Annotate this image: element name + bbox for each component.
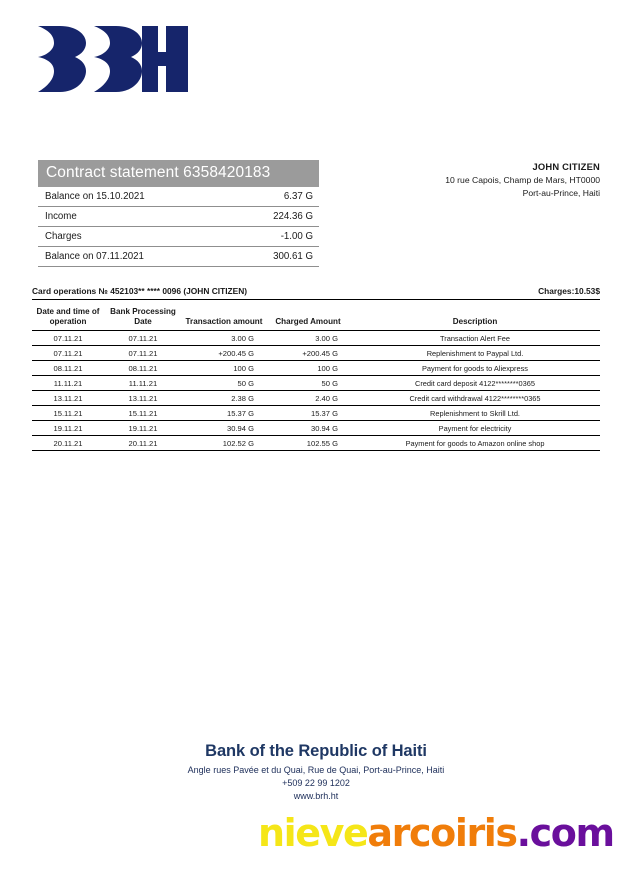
cell-transaction-amount: 3.00 G (182, 331, 266, 346)
summary-value: 6.37 G (229, 187, 319, 207)
cell-charged-amount: 50 G (266, 376, 350, 391)
cell-description: Replenishment to Skrill Ltd. (350, 406, 600, 421)
table-row (32, 436, 600, 451)
table-row (32, 331, 600, 346)
brh-logo-icon (38, 26, 188, 92)
cell-transaction-amount: +200.45 G (182, 346, 266, 361)
footer-address: Angle rues Pavée et du Quai, Rue de Quai, Port-au-Prince, Haiti (187, 765, 445, 775)
cell-processing-date: 07.11.21 (104, 331, 182, 346)
summary-row (38, 187, 319, 207)
cell-transaction-amount: 100 G (182, 361, 266, 376)
operations-table (32, 306, 600, 451)
cell-transaction-amount: 102.52 G (182, 436, 266, 451)
summary-title: Contract statement 6358420183 (38, 160, 319, 187)
cell-charged-amount: 30.94 G (266, 421, 350, 436)
summary-value: -1.00 G (229, 227, 319, 247)
cell-date: 19.11.21 (32, 421, 104, 436)
cell-charged-amount: 3.00 G (266, 331, 350, 346)
customer-address: 10 rue Capois, Champ de Mars, HT0000 Port-au-Prince, Haiti (445, 175, 600, 198)
table-row (32, 361, 600, 376)
footer-website: www.brh.ht (293, 791, 339, 802)
summary-row (38, 227, 319, 247)
summary-label: Charges (38, 227, 229, 247)
cell-processing-date: 20.11.21 (104, 436, 182, 451)
cell-transaction-amount: 30.94 G (182, 421, 266, 436)
cell-transaction-amount: 15.37 G (182, 406, 266, 421)
column-header-charged-amount: Charged Amount (266, 306, 350, 331)
summary-label: Balance on 07.11.2021 (38, 247, 229, 267)
cell-charged-amount: 100 G (266, 361, 350, 376)
cell-description: Replenishment to Paypal Ltd. (350, 346, 600, 361)
table-row (32, 346, 600, 361)
watermark-part-3: .com (516, 811, 614, 855)
watermark-part-2: arcoiris (367, 811, 517, 855)
column-header-transaction-amount: Transaction amount (182, 306, 266, 331)
cell-description: Payment for electricity (350, 421, 600, 436)
summary-label: Income (38, 207, 229, 227)
cell-charged-amount: 102.55 G (266, 436, 350, 451)
cell-description: Credit card withdrawal 4122********0365 (350, 391, 600, 406)
cell-description: Payment for goods to Amazon online shop (350, 436, 600, 451)
cell-charged-amount: 2.40 G (266, 391, 350, 406)
cell-charged-amount: 15.37 G (266, 406, 350, 421)
cell-description: Credit card deposit 4122********0365 (350, 376, 600, 391)
cell-processing-date: 19.11.21 (104, 421, 182, 436)
table-row (32, 406, 600, 421)
cell-charged-amount: +200.45 G (266, 346, 350, 361)
cell-date: 20.11.21 (32, 436, 104, 451)
column-header-processing-date: Bank Processing Date (104, 306, 182, 331)
table-row (32, 376, 600, 391)
operations-table-wrap (32, 306, 600, 451)
card-operations-title: Card operations № 452103** **** 0096 (JOHN CITIZEN) (32, 286, 248, 296)
cell-processing-date: 15.11.21 (104, 406, 182, 421)
cell-processing-date: 08.11.21 (104, 361, 182, 376)
summary-value: 224.36 G (229, 207, 319, 227)
card-operations-charges: Charges:10.53$ (538, 286, 600, 296)
watermark-part-1: nieve (258, 811, 368, 855)
footer (0, 742, 632, 803)
watermark (258, 811, 614, 855)
cell-date: 07.11.21 (32, 346, 104, 361)
cell-description: Payment for goods to Aliexpress (350, 361, 600, 376)
summary-table (38, 187, 319, 267)
cell-date: 13.11.21 (32, 391, 104, 406)
brh-logo (38, 26, 188, 92)
cell-date: 07.11.21 (32, 331, 104, 346)
footer-phone: +509 22 99 1202 (282, 778, 350, 789)
cell-transaction-amount: 50 G (182, 376, 266, 391)
cell-processing-date: 11.11.21 (104, 376, 182, 391)
cell-date: 08.11.21 (32, 361, 104, 376)
summary-row (38, 247, 319, 267)
summary-value: 300.61 G (229, 247, 319, 267)
contract-statement-summary (38, 160, 319, 267)
table-row (32, 391, 600, 406)
column-header-description: Description (350, 306, 600, 331)
cell-processing-date: 13.11.21 (104, 391, 182, 406)
footer-bank-name: Bank of the Republic of Haiti (205, 742, 427, 760)
cell-date: 15.11.21 (32, 406, 104, 421)
column-header-date: Date and time of operation (32, 306, 104, 331)
cell-transaction-amount: 2.38 G (182, 391, 266, 406)
cell-description: Transaction Alert Fee (350, 331, 600, 346)
customer-name: JOHN CITIZEN (532, 161, 600, 172)
summary-row (38, 207, 319, 227)
cell-processing-date: 07.11.21 (104, 346, 182, 361)
table-row (32, 421, 600, 436)
summary-label: Balance on 15.10.2021 (38, 187, 229, 207)
cell-date: 11.11.21 (32, 376, 104, 391)
card-operations-header (32, 286, 600, 300)
operations-header-row (32, 306, 600, 331)
customer-address-block (440, 160, 600, 199)
